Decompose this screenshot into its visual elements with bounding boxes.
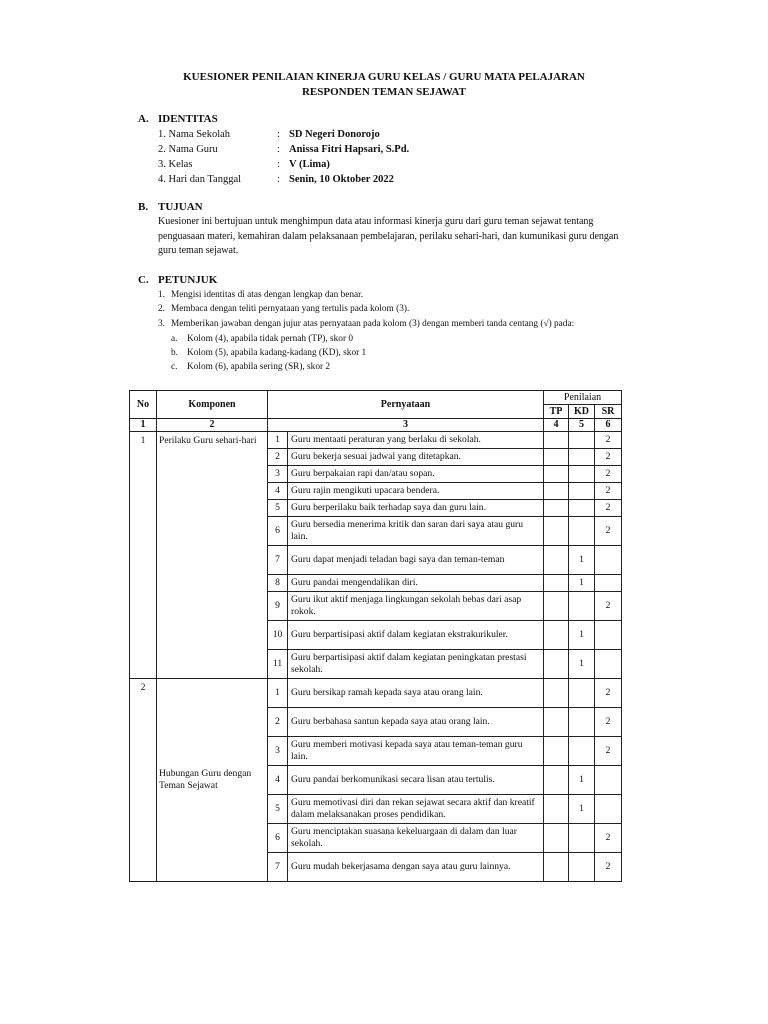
score-kd[interactable]: 1	[569, 621, 595, 650]
score-tp[interactable]	[544, 737, 569, 766]
score-tp[interactable]	[544, 853, 569, 882]
score-sr[interactable]: 2	[595, 432, 622, 449]
score-tp[interactable]	[544, 679, 569, 708]
item-statement: Guru pandai mengendalikan diri.	[288, 575, 544, 592]
score-tp[interactable]	[544, 824, 569, 853]
identity-label: 3. Kelas	[158, 159, 193, 170]
colnum-4: 4	[544, 419, 569, 432]
instruction-subitem-text: Kolom (4), apabila tidak pernah (TP), skor 0	[187, 334, 354, 344]
instruction-number: 3.	[158, 319, 165, 329]
score-kd[interactable]: 1	[569, 795, 595, 824]
document-title: KUESIONER PENILAIAN KINERJA GURU KELAS / GURU MATA PELAJARAN	[183, 71, 585, 83]
section-name: PETUNJUK	[158, 274, 218, 286]
colnum-6: 6	[595, 419, 622, 432]
identity-value: Senin, 10 Oktober 2022	[289, 174, 394, 185]
score-kd[interactable]	[569, 853, 595, 882]
item-number: 3	[268, 466, 288, 483]
assessment-table	[129, 390, 622, 882]
score-sr[interactable]: 2	[595, 500, 622, 517]
identity-row-date	[158, 173, 618, 187]
score-tp[interactable]	[544, 592, 569, 621]
item-statement: Guru rajin mengikuti upacara bendera.	[288, 483, 544, 500]
instruction-text: Mengisi identitas di atas dengan lengkap dan benar.	[171, 290, 364, 300]
item-number: 6	[268, 824, 288, 853]
item-statement: Guru mentaati peraturan yang berlaku di sekolah.	[288, 432, 544, 449]
instruction-subitem-text: Kolom (5), apabila kadang-kadang (KD), skor 1	[187, 348, 367, 358]
item-number: 11	[268, 650, 288, 679]
item-number: 4	[268, 483, 288, 500]
score-kd[interactable]	[569, 500, 595, 517]
table-row	[130, 432, 622, 449]
score-kd[interactable]: 1	[569, 766, 595, 795]
score-kd[interactable]	[569, 466, 595, 483]
score-sr[interactable]	[595, 575, 622, 592]
score-sr[interactable]: 2	[595, 466, 622, 483]
score-tp[interactable]	[544, 449, 569, 466]
score-sr[interactable]: 2	[595, 592, 622, 621]
score-kd[interactable]	[569, 449, 595, 466]
score-tp[interactable]	[544, 766, 569, 795]
identity-row-teacher	[158, 143, 618, 157]
identity-value: Anissa Fitri Hapsari, S.Pd.	[289, 144, 410, 155]
header-penilaian: Penilaian	[544, 391, 622, 405]
item-number: 1	[268, 679, 288, 708]
score-tp[interactable]	[544, 795, 569, 824]
instruction-subitem-letter: b.	[171, 348, 178, 358]
item-number: 9	[268, 592, 288, 621]
identity-row-class	[158, 158, 618, 172]
identity-colon: :	[277, 174, 280, 185]
score-tp[interactable]	[544, 575, 569, 592]
header-komponen: Komponen	[157, 391, 268, 419]
score-sr[interactable]	[595, 650, 622, 679]
item-number: 7	[268, 546, 288, 575]
section-letter: A.	[138, 113, 149, 125]
score-tp[interactable]	[544, 546, 569, 575]
identity-colon: :	[277, 144, 280, 155]
score-sr[interactable]: 2	[595, 483, 622, 500]
table-row	[130, 679, 622, 708]
score-kd[interactable]	[569, 737, 595, 766]
item-statement: Guru bersedia menerima kritik dan saran dari saya atau guru lain.	[288, 517, 544, 546]
item-statement: Guru memotivasi diri dan rekan sejawat secara aktif dan kreatif dalam melaksanakan proses pendidikan.	[288, 795, 544, 824]
score-tp[interactable]	[544, 621, 569, 650]
group-number: 2	[130, 679, 157, 882]
instruction-subitem-letter: c.	[171, 362, 178, 372]
score-sr[interactable]	[595, 766, 622, 795]
score-tp[interactable]	[544, 517, 569, 546]
identity-colon: :	[277, 129, 280, 140]
group-komponen: Perilaku Guru sehari-hari	[157, 432, 268, 679]
instruction-number: 2.	[158, 304, 165, 314]
item-statement: Guru berpartisipasi aktif dalam kegiatan peningkatan prestasi sekolah.	[288, 650, 544, 679]
score-sr[interactable]	[595, 795, 622, 824]
score-kd[interactable]	[569, 517, 595, 546]
item-number: 2	[268, 708, 288, 737]
score-tp[interactable]	[544, 650, 569, 679]
score-sr[interactable]: 2	[595, 517, 622, 546]
score-kd[interactable]	[569, 483, 595, 500]
item-number: 6	[268, 517, 288, 546]
item-number: 10	[268, 621, 288, 650]
score-kd[interactable]	[569, 824, 595, 853]
item-statement: Guru bersikap ramah kepada saya atau orang lain.	[288, 679, 544, 708]
instruction-subitem-letter: a.	[171, 334, 178, 344]
score-kd[interactable]	[569, 679, 595, 708]
item-number: 1	[268, 432, 288, 449]
score-kd[interactable]	[569, 708, 595, 737]
score-sr[interactable]	[595, 546, 622, 575]
score-kd[interactable]: 1	[569, 575, 595, 592]
item-statement: Guru dapat menjadi teladan bagi saya dan teman-teman	[288, 546, 544, 575]
item-number: 2	[268, 449, 288, 466]
identity-label: 2. Nama Guru	[158, 144, 218, 155]
identity-value: SD Negeri Donorojo	[289, 129, 380, 140]
section-letter: B.	[138, 201, 149, 213]
item-statement: Guru berpakaian rapi dan/atau sopan.	[288, 466, 544, 483]
item-number: 5	[268, 795, 288, 824]
score-sr[interactable]: 2	[595, 853, 622, 882]
score-tp[interactable]	[544, 500, 569, 517]
item-number: 5	[268, 500, 288, 517]
colnum-5: 5	[569, 419, 595, 432]
instruction-subitem-text: Kolom (6), apabila sering (SR), skor 2	[187, 362, 331, 372]
score-kd[interactable]: 1	[569, 546, 595, 575]
group-komponen: Hubungan Guru dengan Teman Sejawat	[157, 679, 268, 882]
header-kd: KD	[569, 405, 595, 419]
score-kd[interactable]: 1	[569, 650, 595, 679]
item-statement: Guru mudah bekerjasama dengan saya atau guru lainnya.	[288, 853, 544, 882]
score-sr[interactable]: 2	[595, 679, 622, 708]
score-sr[interactable]: 2	[595, 449, 622, 466]
identity-label: 4. Hari dan Tanggal	[158, 174, 242, 185]
score-kd[interactable]	[569, 432, 595, 449]
score-sr[interactable]: 2	[595, 737, 622, 766]
section-name: TUJUAN	[158, 201, 203, 213]
item-statement: Guru berbahasa santun kepada saya atau orang lain.	[288, 708, 544, 737]
item-statement: Guru ikut aktif menjaga lingkungan sekolah bebas dari asap rokok.	[288, 592, 544, 621]
item-statement: Guru berpartisipasi aktif dalam kegiatan ekstrakurikuler.	[288, 621, 544, 650]
score-sr[interactable]	[595, 621, 622, 650]
score-tp[interactable]	[544, 466, 569, 483]
colnum-3: 3	[268, 419, 544, 432]
header-tp: TP	[544, 405, 569, 419]
document-subtitle: RESPONDEN TEMAN SEJAWAT	[301, 86, 466, 98]
colnum-1: 1	[130, 419, 157, 432]
item-statement: Guru bekerja sesuai jadwal yang ditetapkan.	[288, 449, 544, 466]
score-tp[interactable]	[544, 432, 569, 449]
score-sr[interactable]: 2	[595, 824, 622, 853]
score-kd[interactable]	[569, 592, 595, 621]
item-number: 4	[268, 766, 288, 795]
identity-colon: :	[277, 159, 280, 170]
section-name: IDENTITAS	[158, 113, 218, 125]
item-statement: Guru memberi motivasi kepada saya atau teman-teman guru lain.	[288, 737, 544, 766]
header-no: No	[130, 391, 157, 419]
header-sr: SR	[595, 405, 622, 419]
instruction-text: Memberikan jawaban dengan jujur atas pernyataan pada kolom (3) dengan memberi tanda centang (√) pada:	[171, 319, 575, 329]
identity-value: V (Lima)	[289, 159, 330, 170]
instruction-number: 1.	[158, 290, 165, 300]
tujuan-paragraph: Kuesioner ini bertujuan untuk menghimpun data atau informasi kinerja guru dari guru teman sejawat tentang penguasaan materi, kemahiran dalam pelaksanaan pembelajaran, perilaku sehari-hari, dan kumunikasi guru dengan guru teman sejawat.	[158, 216, 619, 256]
identity-row-school	[158, 128, 618, 142]
identity-label: 1. Nama Sekolah	[158, 129, 231, 140]
item-statement: Guru pandai berkomunikasi secara lisan atau tertulis.	[288, 766, 544, 795]
item-number: 7	[268, 853, 288, 882]
item-statement: Guru berperilaku baik terhadap saya dan guru lain.	[288, 500, 544, 517]
item-statement: Guru menciptakan suasana kekeluargaan di dalam dan luar sekolah.	[288, 824, 544, 853]
header-pernyataan: Pernyataan	[268, 391, 544, 419]
item-number: 3	[268, 737, 288, 766]
section-letter: C.	[138, 274, 149, 286]
colnum-2: 2	[157, 419, 268, 432]
instruction-text: Membaca dengan teliti pernyataan yang tertulis pada kolom (3).	[171, 304, 410, 314]
item-number: 8	[268, 575, 288, 592]
score-sr[interactable]: 2	[595, 708, 622, 737]
group-number: 1	[130, 432, 157, 679]
score-tp[interactable]	[544, 708, 569, 737]
score-tp[interactable]	[544, 483, 569, 500]
